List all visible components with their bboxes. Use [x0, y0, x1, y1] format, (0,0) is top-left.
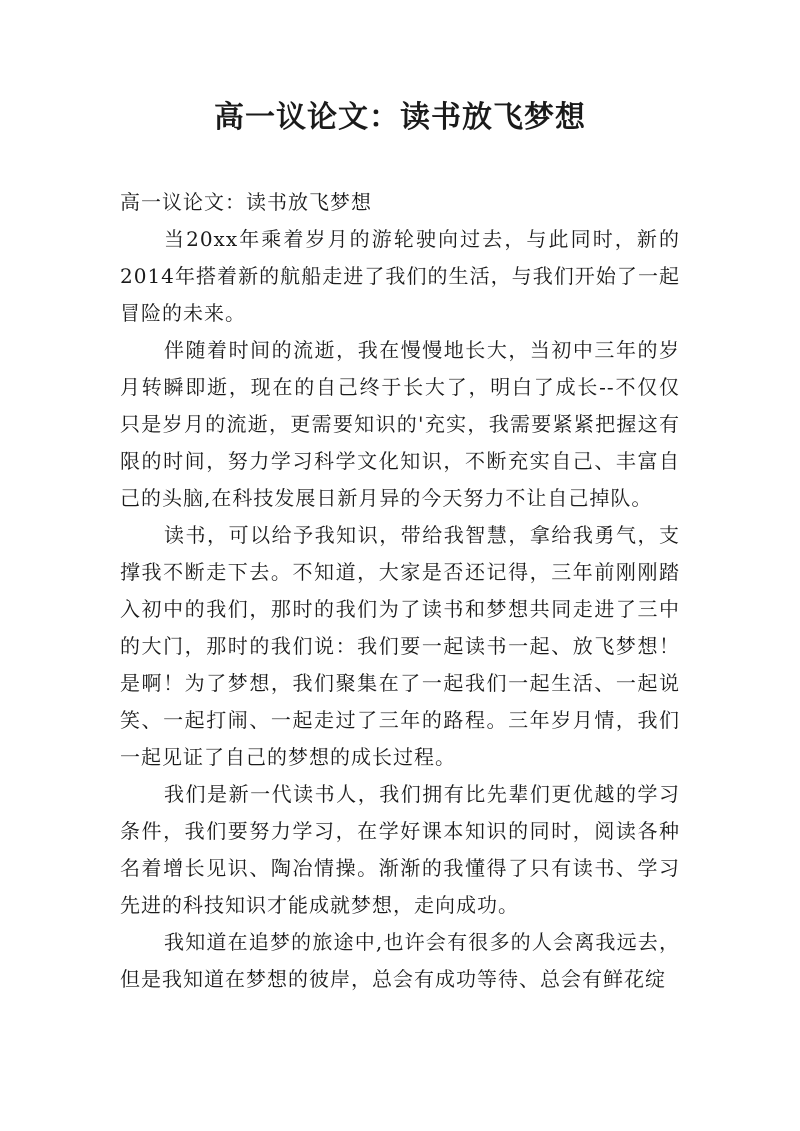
paragraph: 我们是新一代读书人，我们拥有比先辈们更优越的学习条件，我们要努力学习，在学好课本知识的同时，阅读各种名着增长见识、陶冶情操。渐渐的我懂得了只有读书、学习先进的科技知识才能成就梦想，走向成功。 — [120, 782, 680, 917]
document-title: 高一议论文：读书放飞梦想 — [214, 100, 586, 135]
paragraph: 伴随着时间的流逝，我在慢慢地长大，当初中三年的岁月转瞬即逝，现在的自己终于长大了，明白了成长--不仅仅只是岁月的流逝，更需要知识的'充实，我需要紧紧把握这有限的时间，努力学习科学文化知识，不断充实自己、丰富自己的头脑,在科技发展日新月异的今天努力不让自己掉队。 — [120, 338, 680, 510]
paragraph: 当20xx年乘着岁月的游轮驶向过去，与此同时，新的2014年搭着新的航船走进了我们的生活，与我们开始了一起冒险的未来。 — [120, 227, 680, 325]
document-body — [120, 184, 680, 998]
paragraph: 读书，可以给予我知识，带给我智慧，拿给我勇气，支撑我不断走下去。不知道，大家是否还记得，三年前刚刚踏入初中的我们，那时的我们为了读书和梦想共同走进了三中的大门，那时的我们说：我们要一起读书一起、放飞梦想！是啊！为了梦想，我们聚集在了一起我们一起生活、一起说笑、一起打闹、一起走过了三年的路程。三年岁月情，我们一起见证了自己的梦想的成长过程。 — [120, 523, 680, 769]
document-subtitle: 高一议论文：读书放飞梦想 — [120, 190, 372, 214]
paragraph: 我知道在追梦的旅途中,也许会有很多的人会离我远去，但是我知道在梦想的彼岸，总会有成功等待、总会有鲜花绽 — [120, 930, 680, 991]
